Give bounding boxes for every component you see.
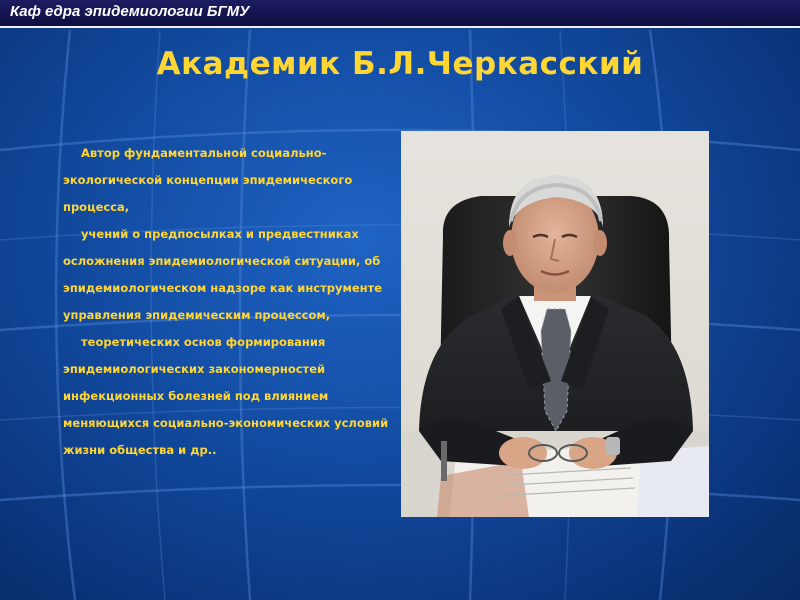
- portrait-illustration: [401, 131, 709, 517]
- portrait-photo: [401, 131, 709, 517]
- body-text: [63, 140, 393, 464]
- slide-title: Академик Б.Л.Черкасский: [156, 46, 644, 82]
- header-bar: [0, 0, 800, 28]
- header-text: Каф едра эпидемиологии БГМУ: [10, 3, 250, 20]
- paragraph-1: Автор фундаментальной социально-экологической концепции эпидемического процесса,: [63, 146, 353, 214]
- paragraph-2: учений о предпосылках и предвестниках осложнения эпидемиологической ситуации, об эпидемиологическом надзоре как инструменте управления эпидемическим процессом,: [63, 227, 383, 322]
- paragraph-3: теоретических основ формирования эпидемиологических закономерностей инфекционных болезней под влиянием меняющихся социально-экономических условий жизни общества и др..: [63, 335, 389, 457]
